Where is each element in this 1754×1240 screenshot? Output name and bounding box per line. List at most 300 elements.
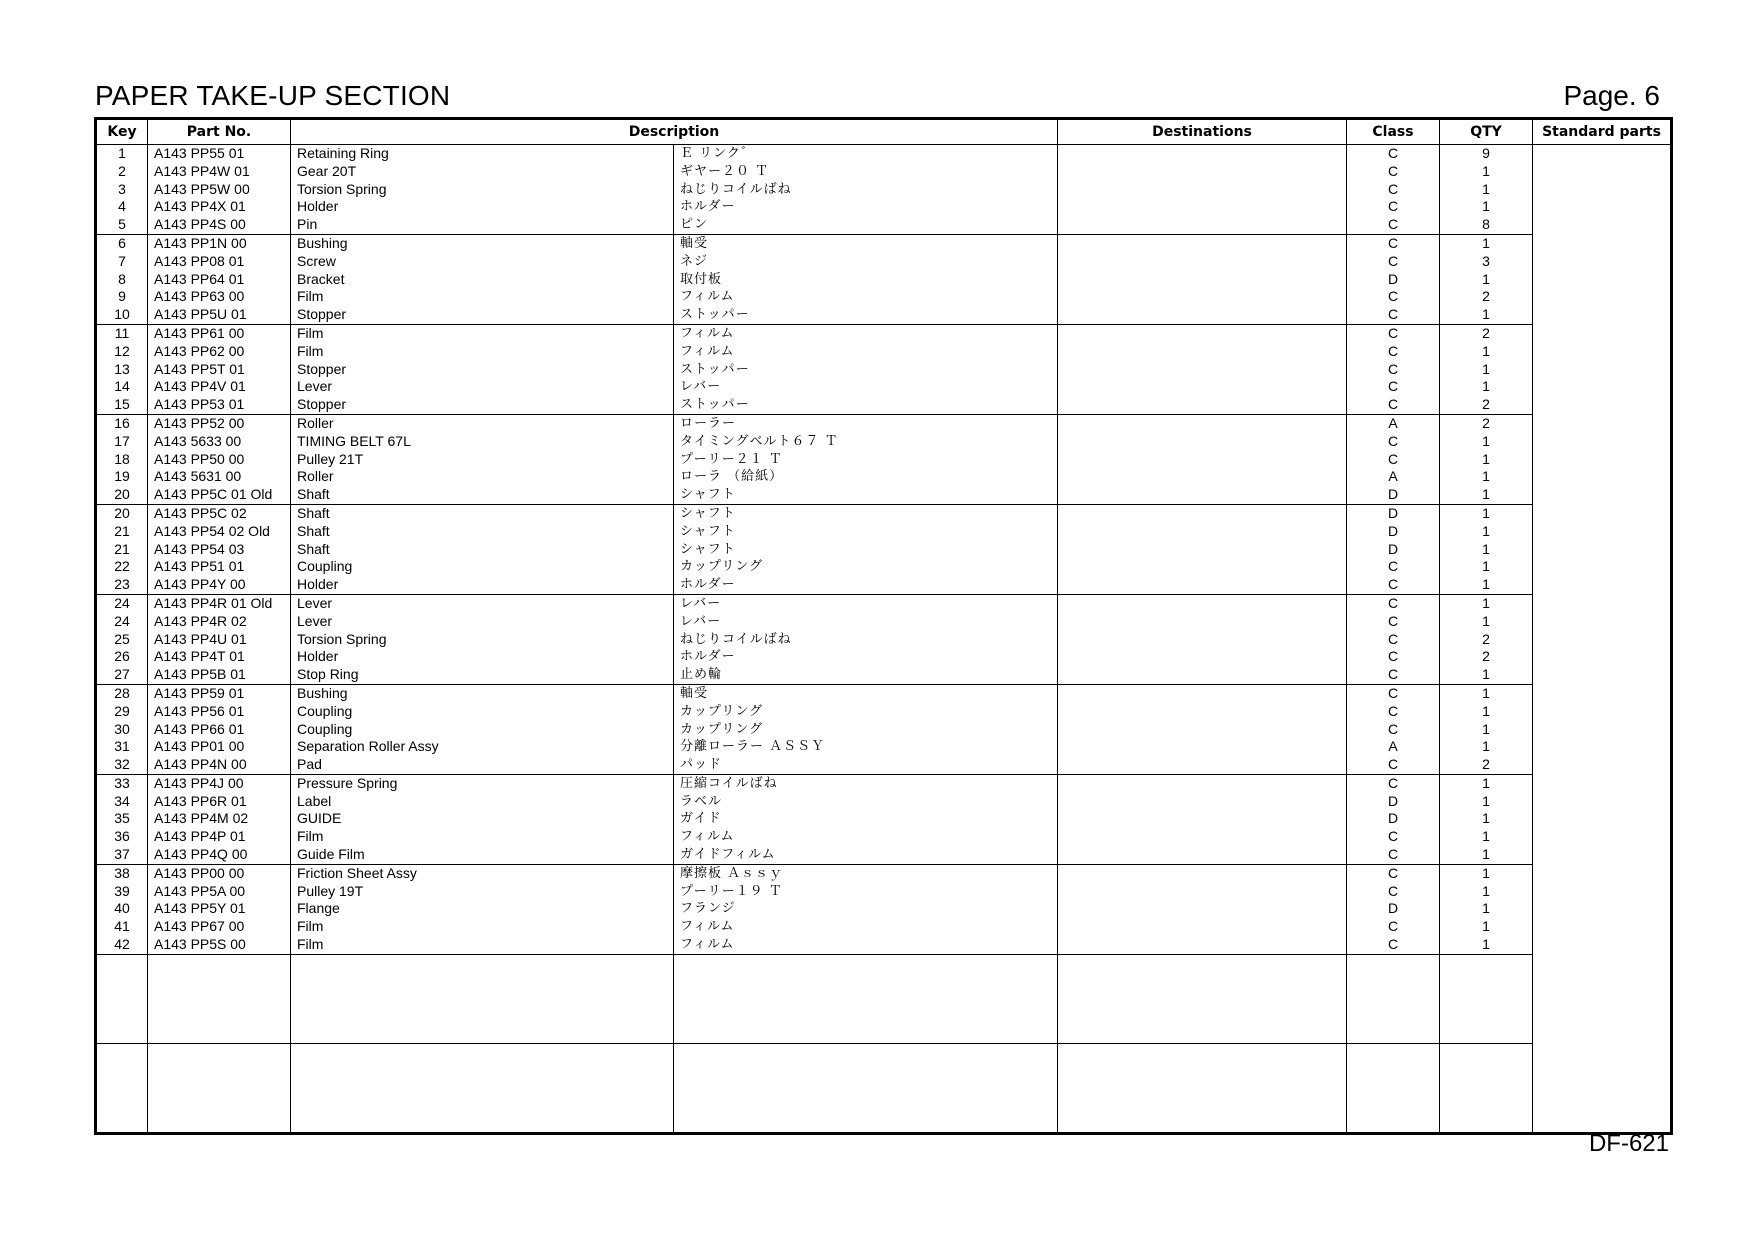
cell-description-jp: パッド (674, 756, 1058, 774)
cell-qty: 1 (1440, 846, 1533, 864)
col-header-part-no: Part No. (148, 119, 291, 145)
cell-class: C (1347, 864, 1440, 882)
cell-key: 39 (96, 883, 148, 901)
cell-destination (1058, 324, 1347, 342)
cell-part-no: A143 PP5U 01 (148, 306, 291, 324)
cell-qty: 2 (1440, 648, 1533, 666)
cell-description-jp: フィルム (674, 343, 1058, 361)
cell-destination (1058, 253, 1347, 271)
col-header-destinations: Destinations (1058, 119, 1347, 145)
cell-key: 4 (96, 198, 148, 216)
table-row (96, 810, 1672, 828)
cell-key: 13 (96, 361, 148, 379)
cell-qty: 1 (1440, 576, 1533, 594)
cell-description-jp: カップリング (674, 703, 1058, 721)
cell-description-en: TIMING BELT 67L (291, 433, 674, 451)
cell-part-no: A143 PP4J 00 (148, 774, 291, 792)
cell-destination (1058, 216, 1347, 234)
cell-description-jp: ローラー (674, 414, 1058, 432)
cell-qty: 1 (1440, 684, 1533, 702)
cell-class: C (1347, 576, 1440, 594)
cell-part-no: A143 PP5B 01 (148, 666, 291, 684)
cell-qty: 1 (1440, 774, 1533, 792)
cell-description-en: Pulley 21T (291, 451, 674, 469)
cell-qty: 1 (1440, 486, 1533, 504)
cell-description-jp: 分離ローラー ＡＳＳＹ (674, 738, 1058, 756)
cell-description-en: Friction Sheet Assy (291, 864, 674, 882)
cell-class: C (1347, 883, 1440, 901)
cell-key: 18 (96, 451, 148, 469)
cell-part-no: A143 PP4P 01 (148, 828, 291, 846)
cell-part-no: A143 PP5S 00 (148, 936, 291, 954)
cell-description-jp: シャフト (674, 541, 1058, 559)
cell-qty: 1 (1440, 936, 1533, 954)
cell-description-jp: プーリー２１ Ｔ (674, 451, 1058, 469)
table-row (96, 666, 1672, 684)
cell-class: C (1347, 198, 1440, 216)
cell-destination (1058, 793, 1347, 811)
cell-qty: 1 (1440, 198, 1533, 216)
cell-qty: 2 (1440, 756, 1533, 774)
cell-destination (1058, 163, 1347, 181)
cell-destination (1058, 145, 1347, 163)
empty-cell (1440, 954, 1533, 1043)
cell-description-jp: ホルダー (674, 648, 1058, 666)
parts-table-body (96, 145, 1672, 1134)
table-row (96, 288, 1672, 306)
cell-key: 33 (96, 774, 148, 792)
cell-key: 21 (96, 523, 148, 541)
cell-key: 30 (96, 721, 148, 739)
empty-cell (1347, 1043, 1440, 1133)
cell-description-en: Shaft (291, 486, 674, 504)
cell-description-en: Film (291, 828, 674, 846)
cell-class: C (1347, 613, 1440, 631)
cell-class: C (1347, 324, 1440, 342)
cell-key: 25 (96, 631, 148, 649)
table-row (96, 793, 1672, 811)
cell-part-no: A143 PP5C 02 (148, 504, 291, 522)
cell-part-no: A143 PP4U 01 (148, 631, 291, 649)
cell-description-en: Screw (291, 253, 674, 271)
cell-class: C (1347, 378, 1440, 396)
cell-part-no: A143 PP50 00 (148, 451, 291, 469)
cell-class: C (1347, 666, 1440, 684)
cell-qty: 2 (1440, 288, 1533, 306)
cell-description-en: Shaft (291, 523, 674, 541)
cell-description-jp: レバー (674, 613, 1058, 631)
cell-destination (1058, 613, 1347, 631)
cell-description-jp: ストッパー (674, 396, 1058, 414)
cell-qty: 1 (1440, 883, 1533, 901)
cell-description-en: Lever (291, 594, 674, 612)
col-header-class: Class (1347, 119, 1440, 145)
cell-destination (1058, 396, 1347, 414)
cell-class: C (1347, 594, 1440, 612)
cell-description-en: Film (291, 936, 674, 954)
cell-class: C (1347, 756, 1440, 774)
cell-part-no: A143 PP4Q 00 (148, 846, 291, 864)
model-code: DF-621 (1588, 1130, 1669, 1157)
cell-part-no: A143 PP61 00 (148, 324, 291, 342)
cell-description-en: Bracket (291, 271, 674, 289)
cell-qty: 1 (1440, 468, 1533, 486)
cell-description-en: Stopper (291, 396, 674, 414)
cell-description-en: Separation Roller Assy (291, 738, 674, 756)
cell-part-no: A143 PP59 01 (148, 684, 291, 702)
cell-key: 19 (96, 468, 148, 486)
cell-description-jp: ストッパー (674, 361, 1058, 379)
cell-part-no: A143 PP55 01 (148, 145, 291, 163)
cell-part-no: A143 PP63 00 (148, 288, 291, 306)
empty-cell (148, 954, 291, 1043)
cell-destination (1058, 631, 1347, 649)
empty-cell (674, 1043, 1058, 1133)
cell-class: C (1347, 181, 1440, 199)
cell-key: 6 (96, 234, 148, 252)
cell-class: C (1347, 648, 1440, 666)
cell-description-jp: ホルダー (674, 576, 1058, 594)
cell-part-no: A143 PP4X 01 (148, 198, 291, 216)
cell-description-en: Torsion Spring (291, 631, 674, 649)
cell-description-en: Bushing (291, 234, 674, 252)
cell-qty: 1 (1440, 523, 1533, 541)
table-row (96, 181, 1672, 199)
cell-part-no: A143 PP6R 01 (148, 793, 291, 811)
cell-qty: 9 (1440, 145, 1533, 163)
cell-part-no: A143 PP62 00 (148, 343, 291, 361)
cell-qty: 1 (1440, 451, 1533, 469)
cell-part-no: A143 PP4N 00 (148, 756, 291, 774)
table-row (96, 216, 1672, 234)
cell-description-jp: ネジ (674, 253, 1058, 271)
cell-destination (1058, 558, 1347, 576)
cell-class: C (1347, 216, 1440, 234)
table-row (96, 486, 1672, 504)
cell-description-jp: フィルム (674, 288, 1058, 306)
cell-qty: 1 (1440, 181, 1533, 199)
cell-part-no: A143 PP64 01 (148, 271, 291, 289)
cell-destination (1058, 846, 1347, 864)
table-row (96, 738, 1672, 756)
cell-description-en: Bushing (291, 684, 674, 702)
table-row (96, 541, 1672, 559)
cell-description-en: Shaft (291, 541, 674, 559)
cell-destination (1058, 414, 1347, 432)
cell-description-jp: カップリング (674, 558, 1058, 576)
cell-destination (1058, 721, 1347, 739)
cell-description-jp: フランジ (674, 900, 1058, 918)
table-row (96, 594, 1672, 612)
cell-description-en: Holder (291, 648, 674, 666)
cell-destination (1058, 234, 1347, 252)
cell-qty: 1 (1440, 306, 1533, 324)
cell-description-jp: ホルダー (674, 198, 1058, 216)
cell-description-jp: フィルム (674, 324, 1058, 342)
cell-key: 24 (96, 613, 148, 631)
cell-description-jp: レバー (674, 378, 1058, 396)
table-row (96, 918, 1672, 936)
cell-destination (1058, 541, 1347, 559)
page-number: Page. 6 (1563, 80, 1660, 111)
cell-description-jp: ローラ （給紙） (674, 468, 1058, 486)
cell-part-no: A143 PP01 00 (148, 738, 291, 756)
cell-destination (1058, 181, 1347, 199)
cell-destination (1058, 576, 1347, 594)
table-row (96, 145, 1672, 163)
table-row (96, 703, 1672, 721)
cell-qty: 2 (1440, 324, 1533, 342)
cell-part-no: A143 PP4V 01 (148, 378, 291, 396)
cell-destination (1058, 738, 1347, 756)
col-header-standard-parts: Standard parts (1533, 119, 1672, 145)
cell-part-no: A143 PP56 01 (148, 703, 291, 721)
table-row (96, 883, 1672, 901)
cell-description-jp: レバー (674, 594, 1058, 612)
cell-destination (1058, 378, 1347, 396)
table-row (96, 271, 1672, 289)
cell-qty: 1 (1440, 594, 1533, 612)
cell-part-no: A143 PP1N 00 (148, 234, 291, 252)
cell-description-jp: ねじりコイルばね (674, 631, 1058, 649)
cell-qty: 1 (1440, 433, 1533, 451)
cell-class: A (1347, 414, 1440, 432)
cell-description-jp: 取付板 (674, 271, 1058, 289)
cell-qty: 1 (1440, 271, 1533, 289)
cell-key: 41 (96, 918, 148, 936)
table-row (96, 343, 1672, 361)
cell-description-en: Holder (291, 576, 674, 594)
cell-key: 35 (96, 810, 148, 828)
cell-part-no: A143 PP4R 01 Old (148, 594, 291, 612)
cell-destination (1058, 918, 1347, 936)
cell-part-no: A143 PP4W 01 (148, 163, 291, 181)
table-row (96, 433, 1672, 451)
cell-class: C (1347, 145, 1440, 163)
cell-class: D (1347, 523, 1440, 541)
cell-part-no: A143 PP4Y 00 (148, 576, 291, 594)
cell-qty: 2 (1440, 396, 1533, 414)
cell-class: C (1347, 306, 1440, 324)
cell-class: C (1347, 343, 1440, 361)
cell-class: C (1347, 936, 1440, 954)
cell-part-no: A143 PP5T 01 (148, 361, 291, 379)
cell-qty: 3 (1440, 253, 1533, 271)
cell-description-jp: ピン (674, 216, 1058, 234)
cell-key: 3 (96, 181, 148, 199)
cell-description-en: Torsion Spring (291, 181, 674, 199)
cell-description-en: Flange (291, 900, 674, 918)
cell-part-no: A143 PP53 01 (148, 396, 291, 414)
cell-description-en: Roller (291, 468, 674, 486)
cell-key: 34 (96, 793, 148, 811)
cell-description-en: Stopper (291, 306, 674, 324)
cell-key: 5 (96, 216, 148, 234)
cell-destination (1058, 936, 1347, 954)
cell-key: 7 (96, 253, 148, 271)
cell-key: 26 (96, 648, 148, 666)
cell-description-en: Pulley 19T (291, 883, 674, 901)
cell-description-jp: ギヤー２０ Ｔ (674, 163, 1058, 181)
cell-class: C (1347, 703, 1440, 721)
cell-qty: 1 (1440, 558, 1533, 576)
cell-description-en: Pad (291, 756, 674, 774)
cell-description-jp: フィルム (674, 918, 1058, 936)
table-row (96, 756, 1672, 774)
cell-class: C (1347, 918, 1440, 936)
cell-key: 17 (96, 433, 148, 451)
cell-key: 14 (96, 378, 148, 396)
table-row (96, 253, 1672, 271)
cell-qty: 1 (1440, 613, 1533, 631)
cell-key: 24 (96, 594, 148, 612)
cell-qty: 1 (1440, 810, 1533, 828)
cell-qty: 1 (1440, 738, 1533, 756)
cell-key: 40 (96, 900, 148, 918)
empty-cell (148, 1043, 291, 1133)
cell-class: C (1347, 253, 1440, 271)
cell-key: 22 (96, 558, 148, 576)
cell-destination (1058, 864, 1347, 882)
table-row (96, 631, 1672, 649)
cell-description-jp: カップリング (674, 721, 1058, 739)
cell-part-no: A143 PP4R 02 (148, 613, 291, 631)
cell-class: D (1347, 810, 1440, 828)
page-title: PAPER TAKE-UP SECTION (95, 80, 451, 111)
empty-cell (1347, 954, 1440, 1043)
cell-description-en: Film (291, 324, 674, 342)
cell-class: D (1347, 793, 1440, 811)
table-row (96, 576, 1672, 594)
cell-part-no: A143 PP67 00 (148, 918, 291, 936)
cell-description-jp: 摩擦板 Ａｓｓｙ (674, 864, 1058, 882)
table-row (96, 936, 1672, 954)
cell-destination (1058, 756, 1347, 774)
cell-description-en: Pin (291, 216, 674, 234)
table-row (96, 648, 1672, 666)
cell-description-jp: シャフト (674, 486, 1058, 504)
cell-key: 2 (96, 163, 148, 181)
cell-part-no: A143 PP08 01 (148, 253, 291, 271)
cell-destination (1058, 666, 1347, 684)
cell-qty: 1 (1440, 666, 1533, 684)
cell-key: 28 (96, 684, 148, 702)
table-row (96, 721, 1672, 739)
cell-destination (1058, 900, 1347, 918)
cell-destination (1058, 648, 1347, 666)
cell-key: 15 (96, 396, 148, 414)
cell-part-no: A143 5631 00 (148, 468, 291, 486)
cell-class: A (1347, 738, 1440, 756)
table-header-row (96, 119, 1672, 145)
cell-key: 38 (96, 864, 148, 882)
table-row (96, 900, 1672, 918)
cell-part-no: A143 PP5Y 01 (148, 900, 291, 918)
cell-destination (1058, 451, 1347, 469)
cell-description-en: Lever (291, 378, 674, 396)
empty-cell (96, 1043, 148, 1133)
cell-qty: 2 (1440, 414, 1533, 432)
cell-destination (1058, 774, 1347, 792)
cell-destination (1058, 468, 1347, 486)
cell-description-jp: Ｅ リンク゛ (674, 145, 1058, 163)
cell-description-en: Pressure Spring (291, 774, 674, 792)
cell-description-jp: 止め輪 (674, 666, 1058, 684)
cell-class: A (1347, 468, 1440, 486)
cell-qty: 1 (1440, 541, 1533, 559)
cell-description-jp: ガイドフィルム (674, 846, 1058, 864)
empty-cell (674, 954, 1058, 1043)
cell-key: 11 (96, 324, 148, 342)
cell-qty: 1 (1440, 864, 1533, 882)
table-row (96, 468, 1672, 486)
cell-description-en: GUIDE (291, 810, 674, 828)
cell-description-en: Coupling (291, 703, 674, 721)
cell-destination (1058, 703, 1347, 721)
cell-description-jp: ストッパー (674, 306, 1058, 324)
table-row (96, 414, 1672, 432)
empty-cell (96, 954, 148, 1043)
cell-qty: 1 (1440, 900, 1533, 918)
cell-class: D (1347, 504, 1440, 522)
empty-cell (291, 1043, 674, 1133)
cell-key: 20 (96, 486, 148, 504)
table-row (96, 324, 1672, 342)
cell-class: C (1347, 684, 1440, 702)
cell-key: 23 (96, 576, 148, 594)
cell-part-no: A143 PP5A 00 (148, 883, 291, 901)
table-row (96, 504, 1672, 522)
cell-qty: 2 (1440, 631, 1533, 649)
cell-class: C (1347, 396, 1440, 414)
cell-description-en: Shaft (291, 504, 674, 522)
cell-destination (1058, 343, 1347, 361)
cell-qty: 1 (1440, 703, 1533, 721)
cell-part-no: A143 PP4T 01 (148, 648, 291, 666)
table-row (96, 306, 1672, 324)
cell-destination (1058, 810, 1347, 828)
cell-destination (1058, 504, 1347, 522)
cell-description-en: Holder (291, 198, 674, 216)
cell-key: 9 (96, 288, 148, 306)
table-row (96, 378, 1672, 396)
cell-destination (1058, 594, 1347, 612)
cell-part-no: A143 PP00 00 (148, 864, 291, 882)
cell-description-jp: 軸受 (674, 684, 1058, 702)
cell-part-no: A143 PP4M 02 (148, 810, 291, 828)
table-row (96, 684, 1672, 702)
table-row (96, 846, 1672, 864)
cell-class: C (1347, 828, 1440, 846)
cell-qty: 1 (1440, 918, 1533, 936)
cell-part-no: A143 PP54 02 Old (148, 523, 291, 541)
cell-description-jp: ガイド (674, 810, 1058, 828)
cell-part-no: A143 PP4S 00 (148, 216, 291, 234)
cell-destination (1058, 486, 1347, 504)
cell-class: C (1347, 721, 1440, 739)
cell-destination (1058, 361, 1347, 379)
cell-destination (1058, 883, 1347, 901)
cell-class: C (1347, 288, 1440, 306)
cell-description-en: Coupling (291, 721, 674, 739)
cell-destination (1058, 271, 1347, 289)
cell-description-en: Stop Ring (291, 666, 674, 684)
table-row (96, 828, 1672, 846)
cell-key: 16 (96, 414, 148, 432)
cell-class: C (1347, 558, 1440, 576)
cell-description-jp: プーリー１９ Ｔ (674, 883, 1058, 901)
table-row (96, 558, 1672, 576)
